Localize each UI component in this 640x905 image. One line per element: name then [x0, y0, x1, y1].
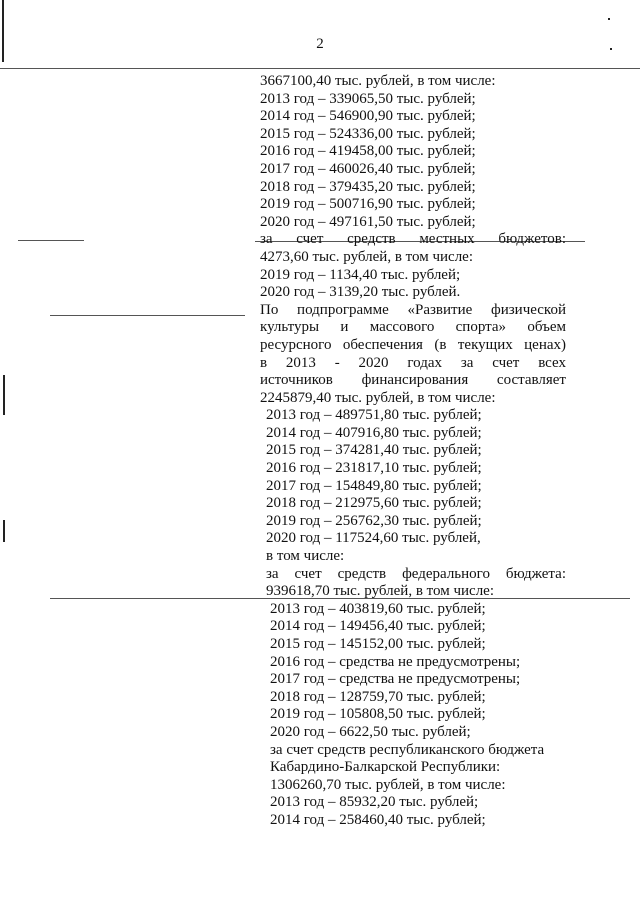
left-edge-mark: [3, 520, 5, 542]
text-line: в том числе:: [266, 548, 345, 565]
right-edge-dot: [608, 18, 610, 20]
text-line: 2020 год – 117524,60 тыс. рублей,: [266, 530, 481, 547]
text-line: культуры и массового спорта» объем: [260, 319, 566, 336]
text-line: 2016 год – 419458,00 тыс. рублей;: [260, 143, 476, 160]
table-rule-left: [18, 240, 84, 241]
text-line: 2018 год – 128759,70 тыс. рублей;: [270, 688, 486, 705]
text-line: 2015 год – 524336,00 тыс. рублей;: [260, 125, 476, 142]
text-line: за счет средств местных бюджетов:: [260, 231, 566, 248]
text-line: 3667100,40 тыс. рублей, в том числе:: [260, 73, 496, 89]
text-line: 2015 год – 374281,40 тыс. рублей;: [266, 442, 482, 459]
text-line: 2019 год – 105808,50 тыс. рублей;: [270, 706, 486, 723]
text-line: 2017 год – 154849,80 тыс. рублей;: [266, 477, 482, 494]
text-line: 2013 год – 339065,50 тыс. рублей;: [260, 90, 476, 107]
text-line: 2018 год – 379435,20 тыс. рублей;: [260, 178, 476, 195]
text-line: 939618,70 тыс. рублей, в том числе:: [266, 583, 495, 600]
text-line: 2014 год – 407916,80 тыс. рублей;: [266, 424, 482, 441]
left-edge-mark: [2, 0, 4, 62]
text-line: 2019 год – 1134,40 тыс. рублей;: [260, 266, 461, 283]
text-line: ресурсного обеспечения (в текущих ценах): [260, 336, 566, 353]
text-line: 2020 год – 6622,50 тыс. рублей;: [270, 723, 471, 740]
text-line: 2013 год – 489751,80 тыс. рублей;: [266, 407, 482, 424]
main-text: [260, 73, 566, 830]
text-line: 2015 год – 145152,00 тыс. рублей;: [270, 636, 486, 652]
right-edge-dot: [610, 48, 612, 50]
text-line: 2013 год – 85932,20 тыс. рублей;: [270, 794, 479, 811]
text-line: 2245879,40 тыс. рублей, в том числе:: [260, 389, 496, 406]
text-line: 2014 год – 546900,90 тыс. рублей;: [260, 108, 476, 125]
text-line: 4273,60 тыс. рублей, в том числе:: [260, 248, 474, 265]
text-line: 2013 год – 403819,60 тыс. рублей;: [270, 600, 486, 617]
text-line: Кабардино-Балкарской Республики:: [270, 759, 501, 776]
text-line: 2017 год – средства не предусмотрены;: [270, 671, 521, 688]
text-line: 2016 год – средства не предусмотрены;: [270, 653, 521, 670]
text-line: источников финансирования составляет: [260, 372, 566, 389]
text-line: 2017 год – 460026,40 тыс. рублей;: [260, 160, 476, 177]
text-line: 1306260,70 тыс. рублей, в том числе:: [270, 776, 506, 793]
text-line: 2020 год – 3139,20 тыс. рублей.: [260, 284, 461, 301]
text-line: 2019 год – 500716,90 тыс. рублей;: [260, 196, 476, 213]
page-number: 2: [316, 36, 324, 52]
left-edge-mark: [3, 375, 5, 415]
table-rule-top: [0, 68, 640, 69]
text-line: за счет средств республиканского бюджета: [270, 741, 545, 758]
text-line: 2018 год – 212975,60 тыс. рублей;: [266, 495, 482, 512]
text-line: в 2013 - 2020 годах за счет всех: [260, 354, 566, 371]
table-rule-mid: [50, 315, 245, 316]
text-line: 2014 год – 149456,40 тыс. рублей;: [270, 618, 486, 635]
text-line: 2014 год – 258460,40 тыс. рублей;: [270, 811, 486, 828]
text-line: 2019 год – 256762,30 тыс. рублей;: [266, 512, 482, 529]
text-line: 2016 год – 231817,10 тыс. рублей;: [266, 460, 482, 477]
text-line: По подпрограмме «Развитие физической: [260, 301, 566, 318]
text-line: за счет средств федерального бюджета:: [266, 565, 566, 582]
text-line: 2020 год – 497161,50 тыс. рублей;: [260, 213, 476, 230]
